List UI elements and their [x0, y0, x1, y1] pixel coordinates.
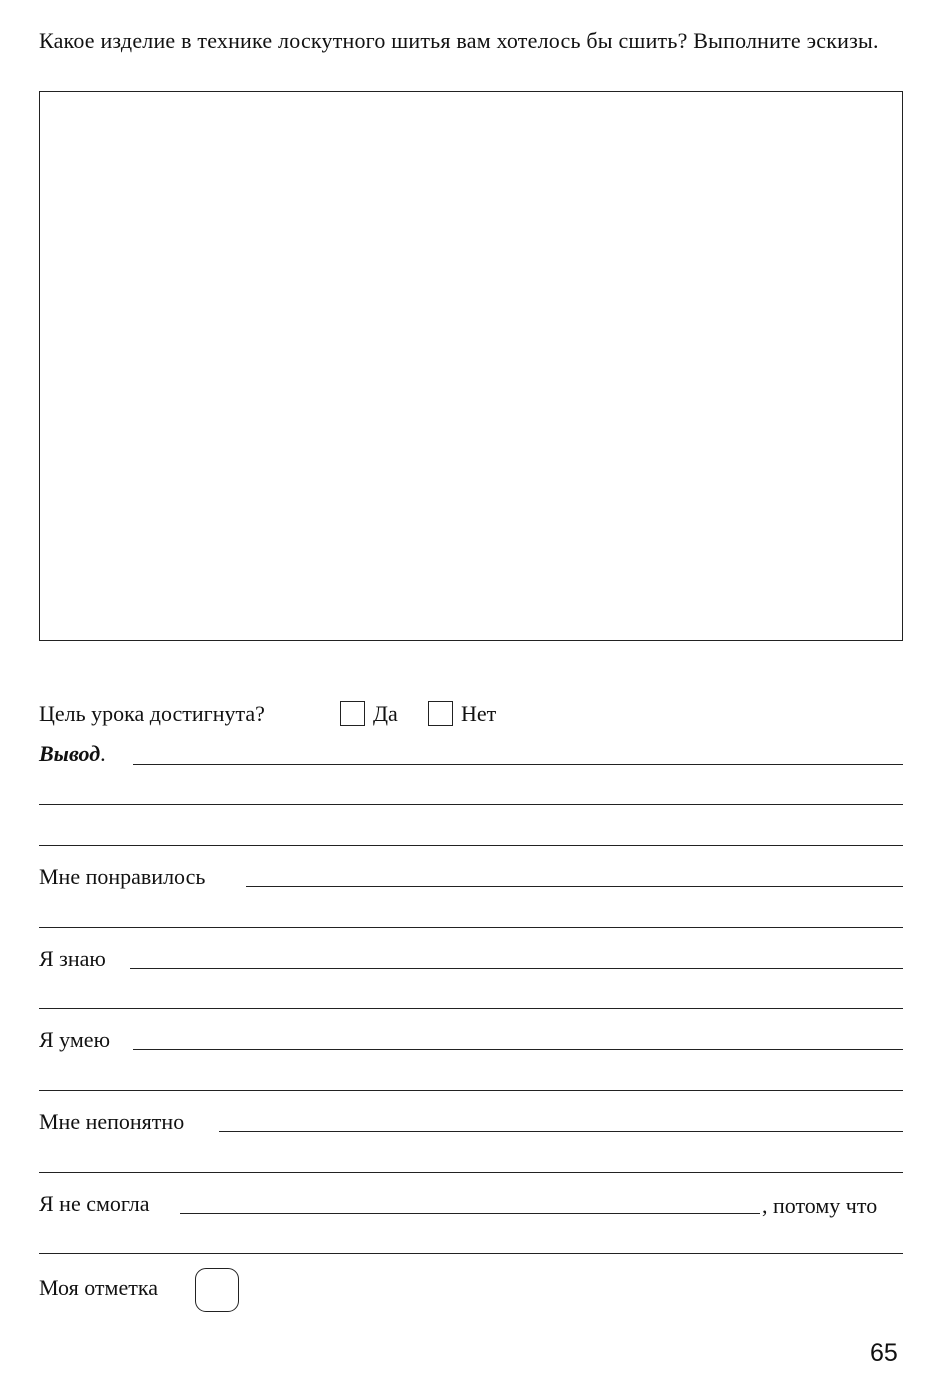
- goal-yes-checkbox[interactable]: [340, 701, 365, 726]
- liked-line-1[interactable]: [246, 886, 903, 887]
- goal-yes-label: Да: [373, 701, 398, 726]
- know-line-1[interactable]: [130, 968, 903, 969]
- liked-label: Мне понравилось: [39, 864, 206, 889]
- question-text: [39, 26, 905, 56]
- couldnt-line-2[interactable]: [39, 1253, 903, 1254]
- conclusion-punct: .: [100, 741, 106, 766]
- goal-no-checkbox[interactable]: [428, 701, 453, 726]
- sketch-area[interactable]: [39, 91, 903, 641]
- know-label: Я знаю: [39, 946, 106, 971]
- couldnt-label: Я не смогла: [39, 1191, 150, 1216]
- conclusion-line-2[interactable]: [39, 804, 903, 805]
- grade-box[interactable]: [195, 1268, 239, 1312]
- know-line-2[interactable]: [39, 1008, 903, 1009]
- page-number: 65: [870, 1339, 898, 1367]
- conclusion-line-3[interactable]: [39, 845, 903, 846]
- conclusion-line-1[interactable]: [133, 764, 903, 765]
- conclusion-label: Вывод: [39, 741, 101, 766]
- unclear-line-2[interactable]: [39, 1172, 903, 1173]
- couldnt-line-1[interactable]: [180, 1213, 760, 1214]
- because-label: , потому что: [762, 1193, 878, 1218]
- grade-label: Моя отметка: [39, 1275, 158, 1300]
- can-line-1[interactable]: [133, 1049, 903, 1050]
- question-label: Какое изделие в технике лоскутного шитья вам хотелось бы сшить? Выполните эскизы.: [39, 28, 879, 53]
- unclear-line-1[interactable]: [219, 1131, 903, 1132]
- goal-question: Цель урока достигнута?: [39, 701, 265, 726]
- liked-line-2[interactable]: [39, 927, 903, 928]
- can-label: Я умею: [39, 1027, 111, 1052]
- goal-no-label: Нет: [461, 701, 497, 726]
- unclear-label: Мне непонятно: [39, 1109, 185, 1134]
- can-line-2[interactable]: [39, 1090, 903, 1091]
- conclusion-label-wrap: [39, 742, 106, 766]
